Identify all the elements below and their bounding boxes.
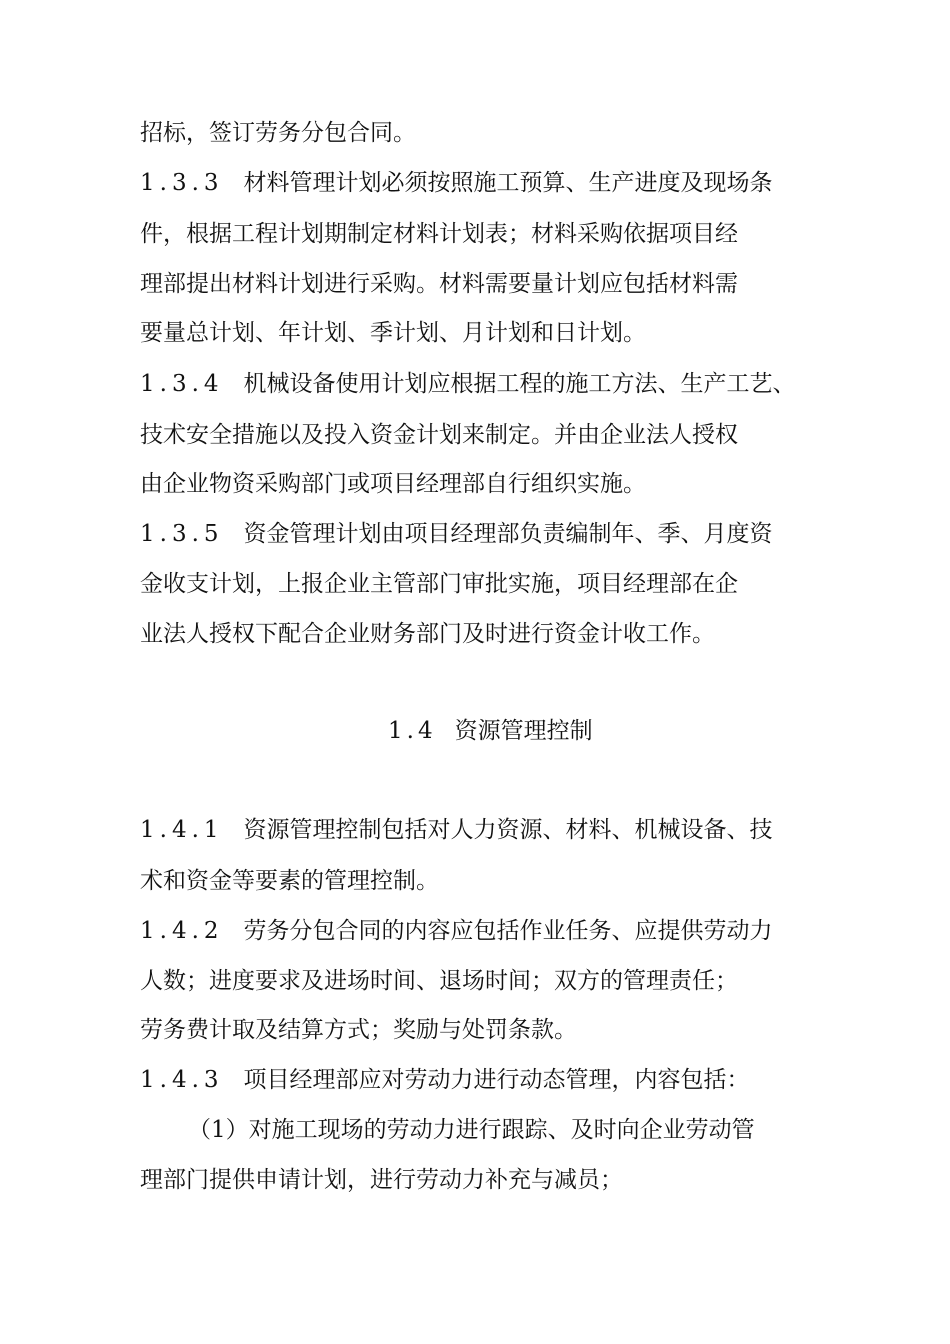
list-item: [188, 1115, 755, 1145]
paragraph-line: [140, 469, 646, 499]
clause-number: 1.3.4: [140, 371, 224, 397]
section-heading-1-4: [388, 716, 593, 746]
section-number: 1.4: [388, 718, 437, 744]
line-text: 金收支计划，上报企业主管部门审批实施，项目经理部在企: [140, 571, 738, 597]
paragraph-line: [140, 866, 439, 896]
line-text: 项目经理部应对劳动力进行动态管理，内容包括：: [243, 1067, 750, 1093]
clause-1-3-5: [140, 519, 773, 549]
line-text: 人数；进度要求及进场时间、退场时间；双方的管理责任；: [140, 968, 738, 994]
line-text: 劳务费计取及结算方式；奖励与处罚条款。: [140, 1017, 577, 1043]
line-text: （1）对施工现场的劳动力进行跟踪、及时向企业劳动管: [188, 1117, 755, 1143]
line-text: 资源管理控制包括对人力资源、材料、机械设备、技: [243, 817, 773, 843]
line-text: 业法人授权下配合企业财务部门及时进行资金计收工作。: [140, 621, 715, 647]
line-text: 招标，签订劳务分包合同。: [140, 120, 416, 146]
paragraph-line: [140, 619, 715, 649]
line-text: 机械设备使用计划应根据工程的施工方法、生产工艺、: [243, 371, 796, 397]
paragraph-line: [140, 219, 738, 249]
section-title: 资源管理控制: [454, 718, 593, 744]
paragraph-line: [140, 118, 416, 148]
paragraph-line: [140, 1165, 623, 1195]
clause-1-3-3: [140, 168, 773, 198]
line-text: 劳务分包合同的内容应包括作业任务、应提供劳动力: [243, 918, 773, 944]
paragraph-line: [140, 569, 738, 599]
paragraph-line: [140, 966, 738, 996]
line-text: 由企业物资采购部门或项目经理部自行组织实施。: [140, 471, 646, 497]
clause-number: 1.4.1: [140, 817, 224, 843]
clause-1-4-1: [140, 815, 773, 845]
clause-1-4-2: [140, 916, 773, 946]
line-text: 材料管理计划必须按照施工预算、生产进度及现场条: [243, 170, 773, 196]
paragraph-line: [140, 1015, 577, 1045]
line-text: 要量总计划、年计划、季计划、月计划和日计划。: [140, 320, 646, 346]
line-text: 技术安全措施以及投入资金计划来制定。并由企业法人授权: [140, 422, 738, 448]
line-text: 理部门提供申请计划，进行劳动力补充与减员；: [140, 1167, 623, 1193]
clause-number: 1.3.3: [140, 170, 224, 196]
paragraph-line: [140, 269, 738, 299]
line-text: 术和资金等要素的管理控制。: [140, 868, 439, 894]
clause-number: 1.3.5: [140, 521, 224, 547]
line-text: 资金管理计划由项目经理部负责编制年、季、月度资: [243, 521, 773, 547]
clause-1-4-3: [140, 1065, 750, 1095]
clause-1-3-4: [140, 369, 796, 399]
paragraph-line: [140, 420, 738, 450]
clause-number: 1.4.2: [140, 918, 224, 944]
paragraph-line: [140, 318, 646, 348]
clause-number: 1.4.3: [140, 1067, 224, 1093]
line-text: 理部提出材料计划进行采购。材料需要量计划应包括材料需: [140, 271, 738, 297]
line-text: 件，根据工程计划期制定材料计划表；材料采购依据项目经: [140, 221, 738, 247]
